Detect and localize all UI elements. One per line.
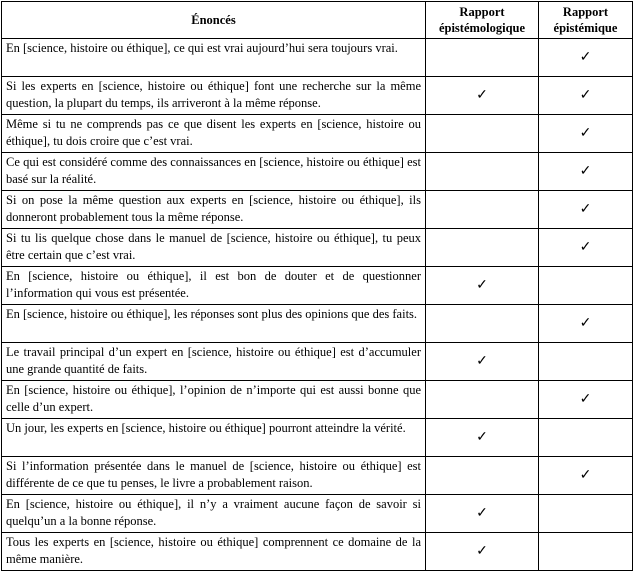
epistemological-check-cell — [426, 39, 539, 77]
epistemic-check-cell: ✓ — [539, 115, 633, 153]
statement-cell: Même si tu ne comprends pas ce que disent les experts en [science, histoire ou éthique], tu dois croire que c’est vrai. — [2, 115, 426, 153]
statement-cell: En [science, histoire ou éthique], ce qui est vrai aujourd’hui sera toujours vrai. — [2, 39, 426, 77]
epistemological-check-cell — [426, 115, 539, 153]
table-row — [2, 77, 633, 115]
statement-cell: En [science, histoire ou éthique], l’opinion de n’importe qui est aussi bonne que celle d’un expert. — [2, 381, 426, 419]
statement-cell: Ce qui est considéré comme des connaissances en [science, histoire ou éthique] est basé sur la réalité. — [2, 153, 426, 191]
table-row — [2, 305, 633, 343]
header-epistemic: Rapport épistémique — [539, 2, 633, 39]
epistemological-check-cell: ✓ — [426, 533, 539, 571]
epistemic-check-cell: ✓ — [539, 191, 633, 229]
statement-cell: Le travail principal d’un expert en [science, histoire ou éthique] est d’accumuler une grande quantité de faits. — [2, 343, 426, 381]
epistemic-check-cell: ✓ — [539, 229, 633, 267]
epistemic-check-cell: ✓ — [539, 153, 633, 191]
table-row — [2, 115, 633, 153]
statement-cell: Un jour, les experts en [science, histoire ou éthique] pourront atteindre la vérité. — [2, 419, 426, 457]
epistemological-check-cell — [426, 153, 539, 191]
statement-cell: En [science, histoire ou éthique], il n’y a vraiment aucune façon de savoir si quelqu’un a la bonne réponse. — [2, 495, 426, 533]
epistemological-check-cell: ✓ — [426, 267, 539, 305]
table-row — [2, 153, 633, 191]
statement-cell: En [science, histoire ou éthique], les réponses sont plus des opinions que des faits. — [2, 305, 426, 343]
epistemic-check-cell: ✓ — [539, 77, 633, 115]
table-row — [2, 533, 633, 571]
header-epistemological: Rapport épistémologique — [426, 2, 539, 39]
epistemic-check-cell — [539, 419, 633, 457]
table-row — [2, 191, 633, 229]
epistemic-check-cell: ✓ — [539, 381, 633, 419]
table-row — [2, 39, 633, 77]
epistemic-check-cell — [539, 495, 633, 533]
table-row — [2, 229, 633, 267]
epistemological-check-cell — [426, 381, 539, 419]
epistemic-check-cell — [539, 267, 633, 305]
table-row — [2, 457, 633, 495]
epistemic-check-cell — [539, 343, 633, 381]
epistemological-check-cell — [426, 305, 539, 343]
epistemological-check-cell: ✓ — [426, 343, 539, 381]
statement-cell: Si les experts en [science, histoire ou éthique] font une recherche sur la même question, la plupart du temps, ils arriveront à la même réponse. — [2, 77, 426, 115]
statement-cell: Si on pose la même question aux experts en [science, histoire ou éthique], ils donneront probablement tous la même réponse. — [2, 191, 426, 229]
epistemological-check-cell: ✓ — [426, 77, 539, 115]
statement-cell: Si tu lis quelque chose dans le manuel de [science, histoire ou éthique], tu peux être certain que c’est vrai. — [2, 229, 426, 267]
table-body — [2, 39, 633, 571]
epistemic-check-cell — [539, 533, 633, 571]
epistemological-check-cell — [426, 229, 539, 267]
table-row — [2, 267, 633, 305]
epistemic-check-cell: ✓ — [539, 39, 633, 77]
statement-cell: Tous les experts en [science, histoire ou éthique] comprennent ce domaine de la même manière. — [2, 533, 426, 571]
statements-table — [1, 1, 633, 571]
header-statements: Énoncés — [2, 2, 426, 39]
epistemic-check-cell: ✓ — [539, 457, 633, 495]
statement-cell: En [science, histoire ou éthique], il est bon de douter et de questionner l’information qui vous est présentée. — [2, 267, 426, 305]
header-row — [2, 2, 633, 39]
table-row — [2, 343, 633, 381]
epistemic-check-cell: ✓ — [539, 305, 633, 343]
statement-cell: Si l’information présentée dans le manuel de [science, histoire ou éthique] est différente de ce que tu penses, le livre a probablement raison. — [2, 457, 426, 495]
table-row — [2, 419, 633, 457]
epistemological-check-cell — [426, 191, 539, 229]
epistemological-check-cell: ✓ — [426, 495, 539, 533]
table-row — [2, 381, 633, 419]
table-row — [2, 495, 633, 533]
epistemological-check-cell: ✓ — [426, 419, 539, 457]
epistemological-check-cell — [426, 457, 539, 495]
